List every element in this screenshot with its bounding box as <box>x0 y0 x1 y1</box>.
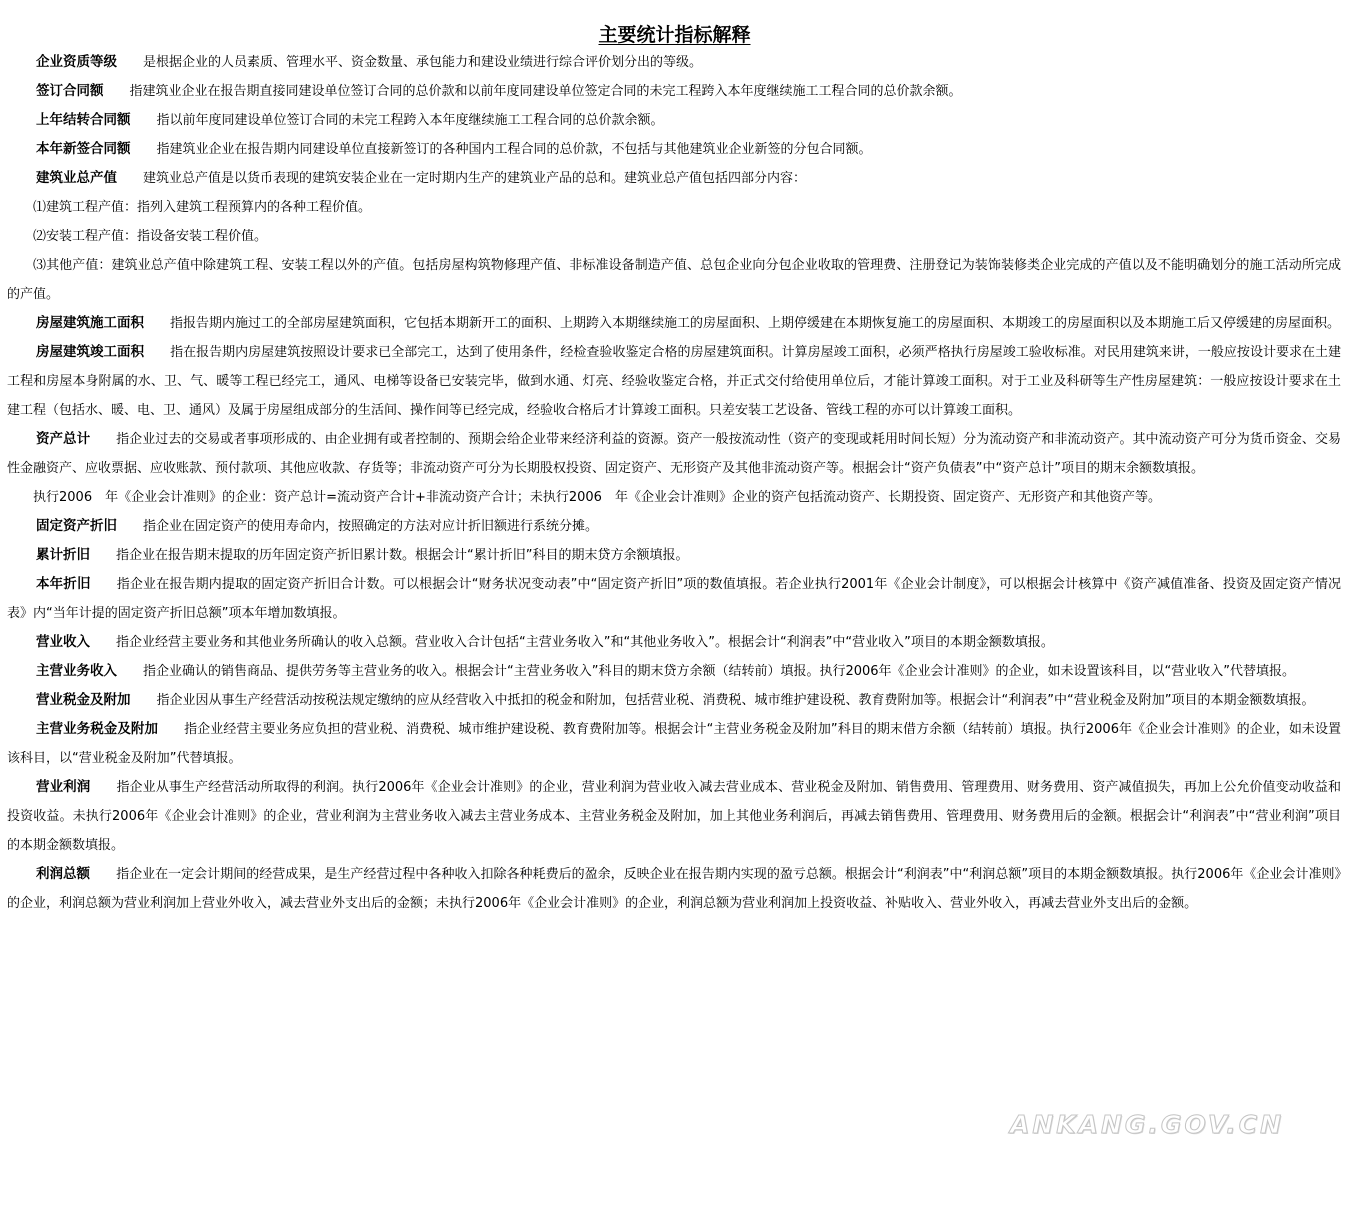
definition-paragraph <box>7 512 1341 541</box>
definition-text: 指企业过去的交易或者事项形成的、由企业拥有或者控制的、预期会给企业带来经济利益的资源。资产一般按流动性（资产的变现或耗用时间长短）分为流动资产和非流动资产。其中流动资产可分为货币资金、交易性金融资产、应收票据、应收账款、预付款项、其他应收款、存货等；非流动资产可分为长期股权投资、固定资产、无形资产及其他非流动资产等。根据会计“资产负债表”中“资产总计”项目的期末余额数填报。 <box>7 432 1341 476</box>
term: 利润总额 <box>36 866 91 882</box>
term: 企业资质等级 <box>36 54 117 70</box>
definition-paragraph <box>7 309 1341 338</box>
page-title-text: 主要统计指标解释 <box>598 24 751 46</box>
definition-paragraph <box>7 686 1341 715</box>
definition-paragraph <box>7 860 1341 918</box>
definition-paragraph <box>7 338 1341 425</box>
term: 签订合同额 <box>36 83 104 99</box>
definition-text: 指以前年度同建设单位签订合同的未完工程跨入本年度继续施工工程合同的总价款余额。 <box>156 113 664 128</box>
term: 本年折旧 <box>36 576 91 592</box>
definition-text: 建筑业总产值是以货币表现的建筑安装企业在一定时期内生产的建筑业产品的总和。建筑业总产值包括四部分内容： <box>143 171 807 186</box>
definition-text: 指企业在报告期末提取的历年固定资产折旧累计数。根据会计“累计折旧”科目的期末贷方余额填报。 <box>116 548 689 563</box>
definition-paragraph <box>7 715 1341 773</box>
definition-paragraph <box>7 425 1341 483</box>
term: 营业利润 <box>36 779 91 795</box>
term: 固定资产折旧 <box>36 518 117 534</box>
definition-paragraph <box>7 48 1341 77</box>
definition-text: 指报告期内施过工的全部房屋建筑面积，它包括本期新开工的面积、上期跨入本期继续施工的房屋面积、上期停缓建在本期恢复施工的房屋面积、本期竣工的房屋面积以及本期施工后又停缓建的房屋面积。 <box>170 316 1341 331</box>
term: 累计折旧 <box>36 547 90 563</box>
term: 营业税金及附加 <box>36 692 131 708</box>
definition-paragraph <box>7 541 1341 570</box>
definition-text: 指企业在一定会计期间的经营成果，是生产经营过程中各种收入扣除各种耗费后的盈余，反映企业在报告期内实现的盈亏总额。根据会计“利润表”中“利润总额”项目的本期金额数填报。执行2006年《企业会计准则》的企业，利润总额为营业利润加上营业外收入，减去营业外支出后的金额；未执行2006年《企业会计准则》的企业，利润总额为营业利润加上投资收益、补贴收入、营业外收入，再减去营业外支出后的金额。 <box>7 867 1341 911</box>
definition-text: 指企业在报告期内提取的固定资产折旧合计数。可以根据会计“财务状况变动表”中“固定资产折旧”项的数值填报。若企业执行2001年《企业会计制度》，可以根据会计核算中《资产减值准备、投资及固定资产情况表》内“当年计提的固定资产折旧总额”项本年增加数填报。 <box>7 577 1341 621</box>
term: 本年新签合同额 <box>36 141 131 157</box>
definition-text: 指企业经营主要业务应负担的营业税、消费税、城市维护建设税、教育费附加等。根据会计“主营业务税金及附加”科目的期末借方余额（结转前）填报。执行2006年《企业会计准则》的企业，如未设置该科目，以“营业税金及附加”代替填报。 <box>7 722 1342 766</box>
definition-text: 指建筑业企业在报告期直接同建设单位签订合同的总价款和以前年度同建设单位签定合同的未完工程跨入本年度继续施工工程合同的总价款余额。 <box>129 84 962 99</box>
definition-paragraph <box>7 628 1341 657</box>
term: 房屋建筑施工面积 <box>36 315 144 331</box>
document-body <box>7 48 1341 918</box>
definition-text: 指企业确认的销售商品、提供劳务等主营业务的收入。根据会计“主营业务收入”科目的期末贷方余额（结转前）填报。执行2006年《企业会计准则》的企业，如未设置该科目，以“营业收入”代替填报。 <box>143 664 1296 679</box>
term: 主营业务收入 <box>36 663 117 679</box>
page-title <box>0 22 1349 48</box>
term: 资产总计 <box>36 431 91 447</box>
term: 建筑业总产值 <box>36 170 117 186</box>
definition-text: 指企业因从事生产经营活动按税法规定缴纳的应从经营收入中抵扣的税金和附加，包括营业税、消费税、城市维护建设税、教育费附加等。根据会计“利润表”中“营业税金及附加”项目的本期金额数填报。 <box>156 693 1315 708</box>
site-watermark: ANKANG.GOV.CN <box>1010 1110 1285 1139</box>
definition-text: 指企业经营主要业务和其他业务所确认的收入总额。营业收入合计包括“主营业务收入”和“其他业务收入”。根据会计“利润表”中“营业收入”项目的本期金额数填报。 <box>116 635 1054 650</box>
sub-item: ⑴建筑工程产值：指列入建筑工程预算内的各种工程价值。 <box>33 200 372 215</box>
plain-paragraph: 执行2006 年《企业会计准则》的企业：资产总计=流动资产合计+非流动资产合计；未执行2006 年《企业会计准则》企业的资产包括流动资产、长期投资、固定资产、无形资产和其他资产等。 <box>33 490 1161 505</box>
definition-text: 是根据企业的人员素质、管理水平、资金数量、承包能力和建设业绩进行综合评价划分出的等级。 <box>143 55 703 70</box>
definition-paragraph <box>7 570 1341 628</box>
definition-paragraph <box>7 106 1341 135</box>
definition-text: 指企业在固定资产的使用寿命内，按照确定的方法对应计折旧额进行系统分摊。 <box>143 519 599 534</box>
definition-paragraph <box>7 164 1341 193</box>
definition-paragraph <box>7 657 1341 686</box>
definition-paragraph <box>7 77 1341 106</box>
term: 营业收入 <box>36 634 90 650</box>
term: 上年结转合同额 <box>36 112 131 128</box>
definition-text: 指在报告期内房屋建筑按照设计要求已全部完工，达到了使用条件，经检查验收鉴定合格的房屋建筑面积。计算房屋竣工面积，必须严格执行房屋竣工验收标准。对民用建筑来讲，一般应按设计要求在土建工程和房屋本身附属的水、卫、气、暖等工程已经完工，通风、电梯等设备已安装完毕，做到水通、灯亮、经验收鉴定合格，并正式交付给使用单位后，才能计算竣工面积。对于工业及科研等生产性房屋建筑：一般应按设计要求在土建工程（包括水、暖、电、卫、通风）及属于房屋组成部分的生活间、操作间等已经完成，经验收合格后才计算竣工面积。只差安装工艺设备、管线工程的亦可以计算竣工面积。 <box>7 345 1341 418</box>
definition-text: 指企业从事生产经营活动所取得的利润。执行2006年《企业会计准则》的企业，营业利润为营业收入减去营业成本、营业税金及附加、销售费用、管理费用、财务费用、资产减值损失，再加上公允价值变动收益和投资收益。未执行2006年《企业会计准则》的企业，营业利润为主营业务收入减去主营业务成本、主营业务税金及附加，加上其他业务利润后，再减去销售费用、管理费用、财务费用后的金额。根据会计“利润表”中“营业利润”项目的本期金额数填报。 <box>7 780 1341 853</box>
sub-item: ⑶其他产值：建筑业总产值中除建筑工程、安装工程以外的产值。包括房屋构筑物修理产值、非标准设备制造产值、总包企业向分包企业收取的管理费、注册登记为装饰装修类企业完成的产值以及不能明确划分的施工活动所完成的产值。 <box>7 258 1341 302</box>
term: 房屋建筑竣工面积 <box>36 344 145 360</box>
definition-paragraph <box>7 773 1341 860</box>
definition-text: 指建筑业企业在报告期内同建设单位直接新签订的各种国内工程合同的总价款，不包括与其他建筑业企业新签的分包合同额。 <box>156 142 872 157</box>
sub-item: ⑵安装工程产值：指设备安装工程价值。 <box>33 229 268 244</box>
term: 主营业务税金及附加 <box>36 721 159 737</box>
definition-paragraph <box>7 135 1341 164</box>
